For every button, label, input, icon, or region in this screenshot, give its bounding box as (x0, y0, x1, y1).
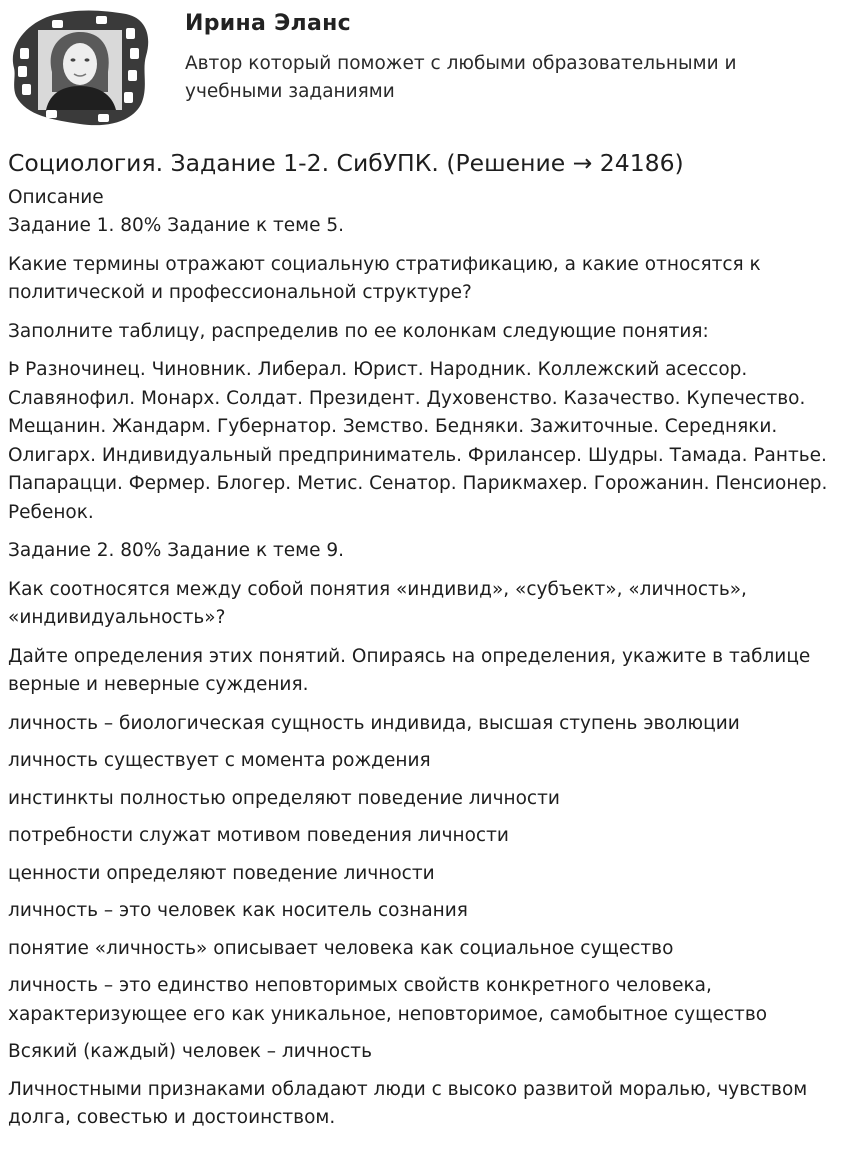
task2-heading: Задание 2. 80% Задание к теме 9. (8, 540, 345, 561)
avatar-image (6, 6, 152, 128)
author-avatar (6, 6, 152, 128)
statement-item: инстинкты полностью определяют поведение личности (8, 787, 560, 809)
statement-item: личность существует с момента рождения (8, 750, 431, 771)
author-description: Автор который поможет с любыми образовательными и учебными заданиями (185, 53, 737, 102)
task2-question: Как соотносятся между собой понятия «индивид», «субъект», «личность», «индивидуальность»? (8, 578, 747, 628)
author-header (0, 0, 847, 135)
task-content (8, 146, 838, 1142)
statement-item: Всякий (каждый) человек – личность (8, 1041, 372, 1062)
statement-item: личность – это единство неповторимых свойств конкретного человека, характеризующее его как уникальное, неповторимое, самобытное существо (8, 975, 768, 1025)
statement-item: ценности определяют поведение личности (8, 862, 435, 884)
task1-instruction: Заполните таблицу, распределив по ее колонкам следующие понятия: (8, 320, 709, 342)
author-name: Ирина Эланс (185, 11, 351, 36)
statement-item: потребности служат мотивом поведения личности (8, 825, 509, 846)
statement-item: личность – биологическая сущность индивида, высшая ступень эволюции (8, 712, 740, 734)
description-body (8, 212, 838, 1133)
statement-item: личность – это человек как носитель сознания (8, 900, 468, 921)
description-label: Описание (8, 187, 104, 208)
task1-terms: Þ Разночинец. Чиновник. Либерал. Юрист. Народник. Коллежский асессор. Славянофил. Монарх. Солдат. Президент. Духовенство. Казачество. Купечество. Мещанин. Жандарм. Губернатор. Земство. Бедняки. Зажиточные. Середняки. Олигарх. Индивидуальный предприниматель. Фрилансер. Шудры. Тамада. Рантье. Папарацци. Фермер. Блогер. Метис. Сенатор. Парикмахер. Горожанин. Пенсионер. Ребенок. (8, 359, 828, 523)
page-title: Социология. Задание 1-2. СибУПК. (Решение → 24186) (8, 149, 684, 177)
statement-item: Личностными признаками обладают люди с высоко развитой моралью, чувством долга, совестью и достоинством. (8, 1078, 808, 1128)
statement-item: понятие «личность» описывает человека как социальное существо (8, 937, 674, 959)
task1-heading: Задание 1. 80% Задание к теме 5. (8, 215, 345, 236)
task1-question: Какие термины отражают социальную стратификацию, а какие относятся к политической и профессиональной структуре? (8, 253, 761, 303)
task2-instruction: Дайте определения этих понятий. Опираясь на определения, укажите в таблице верные и неверные суждения. (8, 645, 811, 695)
